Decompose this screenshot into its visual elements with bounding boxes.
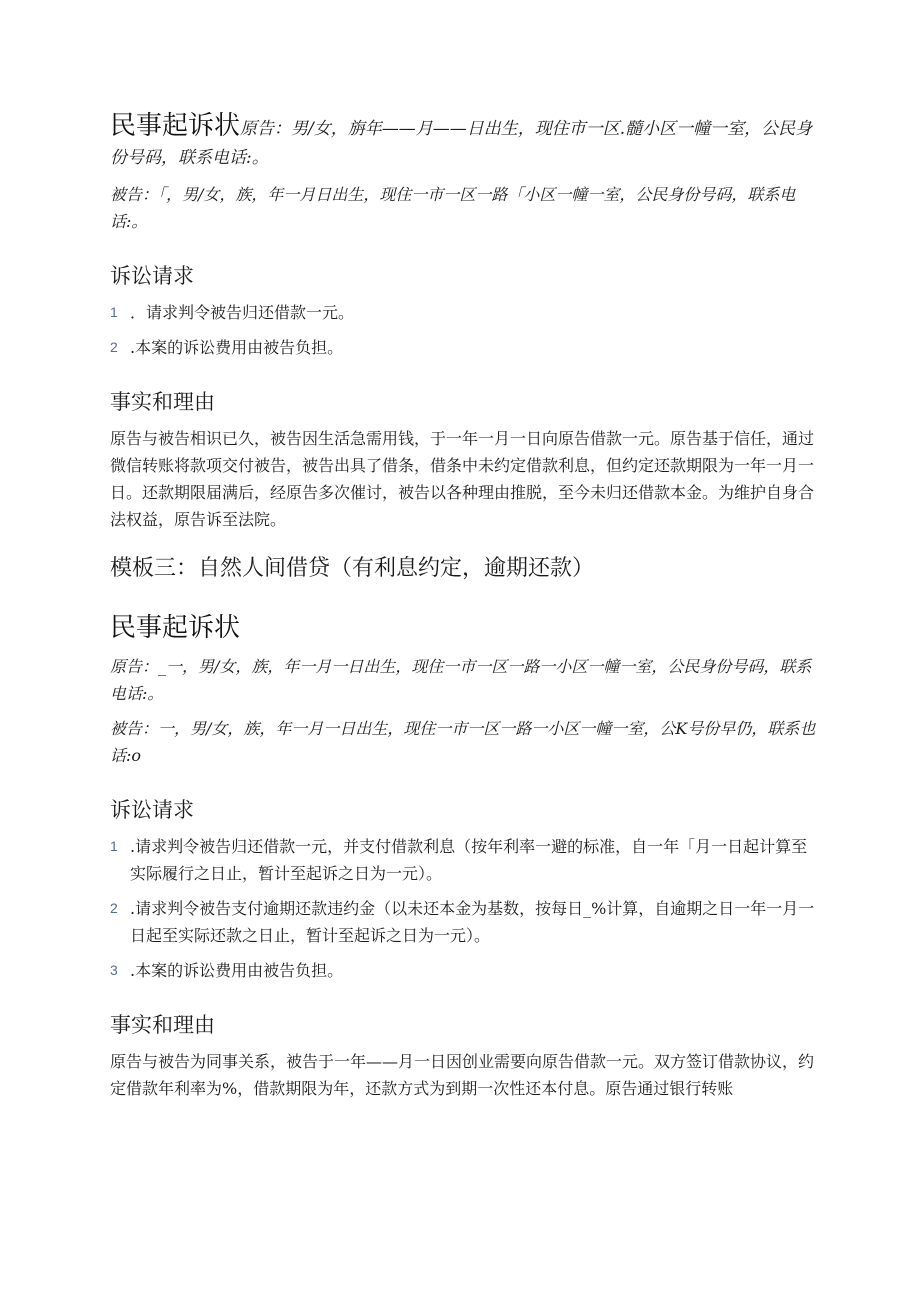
claim-item <box>110 334 816 361</box>
claim-item <box>110 833 816 887</box>
document-title: 民事起诉状 <box>110 111 241 141</box>
facts-paragraph: 原告与被告相识已久，被告因生活急需用钱，于一年一月一日向原告借款一元。原告基于信任，通过微信转账将款项交付被告，被告出具了借条，借条中未约定借款利息，但约定还款期限为一年一月一日。还款期限届满后，经原告多次催讨，被告以各种理由推脱，至今未归还借款本金。为维护自身合法权益，原告诉至法院。 <box>110 429 815 529</box>
claim-number: 2 <box>110 900 118 916</box>
claim-text: ．请求判令被告归还借款一元。 <box>130 303 355 322</box>
claim-text: .请求判令被告支付逾期还款违约金（以未还本金为基数，按每日_%计算，自逾期之日一年一月一日起至实际还款之日止，暂计至起诉之日为一元）。 <box>130 899 815 945</box>
defendant-info: 被告：「，男/女，族，年一月日出生，现住一市一区一路「小区一幢一室，公民身份号码，联系电话:。 <box>110 185 796 231</box>
claim-text: .本案的诉讼费用由被告负担。 <box>130 961 344 980</box>
claim-item <box>110 299 816 326</box>
claims-heading: 诉讼请求 <box>110 798 194 822</box>
claim-number: 2 <box>110 339 118 355</box>
defendant-info: 被告：一，男/女，族，年一月一日出生，现住一市一区一路一小区一幢一室，公K号份早仍，联系也话:o <box>110 719 816 765</box>
document-title: 民事起诉状 <box>110 613 241 643</box>
claims-list <box>110 833 816 984</box>
template-heading: 模板三：自然人间借贷（有利息约定，逾期还款） <box>110 556 595 581</box>
claim-text: .本案的诉讼费用由被告负担。 <box>130 338 344 357</box>
claim-number: 1 <box>110 304 118 320</box>
document-page <box>110 112 816 1102</box>
claim-item <box>110 895 816 949</box>
claim-number: 3 <box>110 962 118 978</box>
complaint-header-line <box>110 112 816 173</box>
plaintiff-info: 原告：男/女，旃年——月——日出生，现住市一区.髓小区一幢一室，公民身份号码，联系电话:。 <box>110 119 813 168</box>
claim-item <box>110 957 816 984</box>
claims-list <box>110 299 816 361</box>
claim-number: 1 <box>110 838 118 854</box>
facts-heading: 事实和理由 <box>110 390 215 414</box>
plaintiff-info: 原告：_一，男/女，族，年一月一日出生，现住一市一区一路一小区一幢一室，公民身份号码，联系电话:。 <box>110 657 812 703</box>
claims-heading: 诉讼请求 <box>110 264 194 288</box>
claim-text: .请求判令被告归还借款一元，并支付借款利息（按年利率一避的标准，自一年「月一日起计算至实际履行之日止，暂计至起诉之日为一元）。 <box>130 837 808 883</box>
facts-paragraph: 原告与被告为同事关系，被告于一年——月一日因创业需要向原告借款一元。双方签订借款协议，约定借款年利率为%，借款期限为年，还款方式为到期一次性还本付息。原告通过银行转账 <box>110 1052 815 1098</box>
facts-heading: 事实和理由 <box>110 1013 215 1037</box>
